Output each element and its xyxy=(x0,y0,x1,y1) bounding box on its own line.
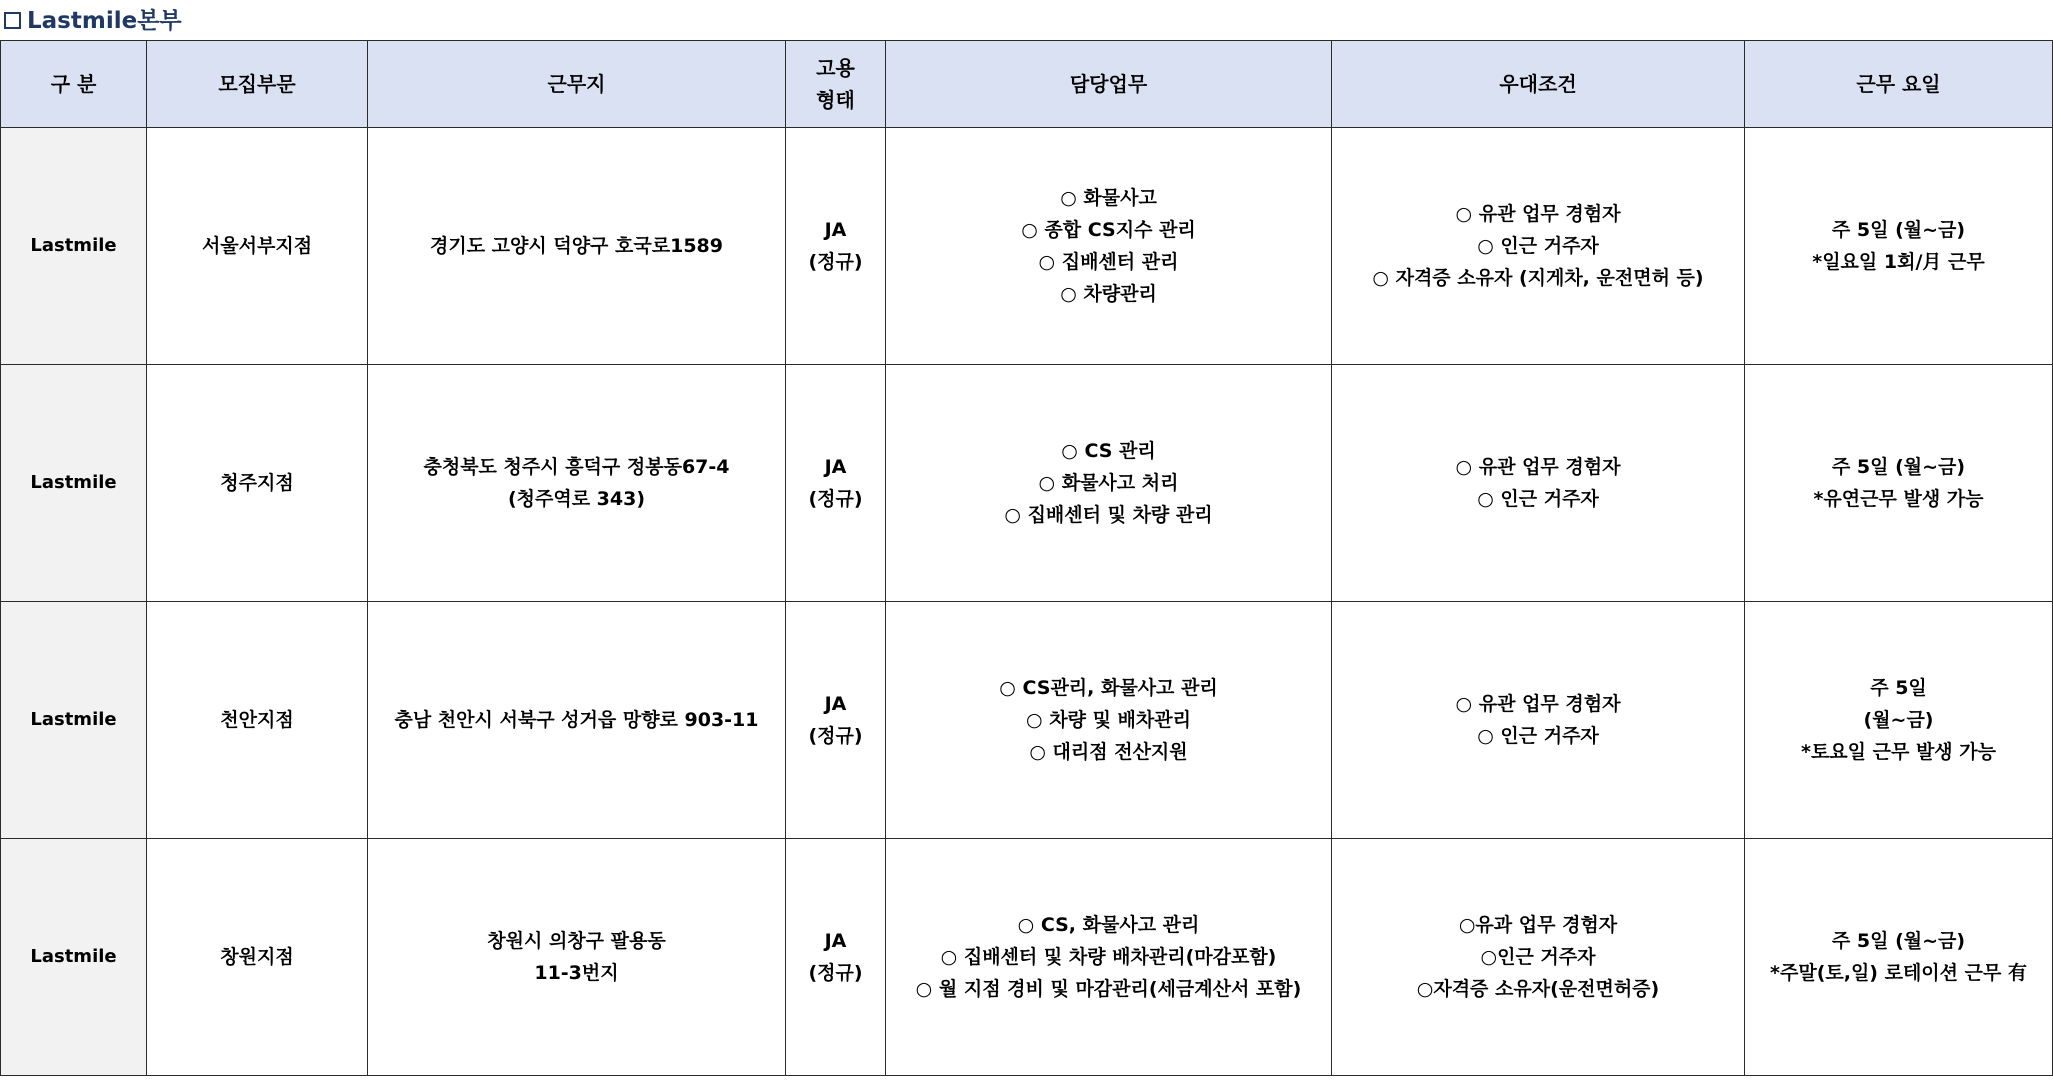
preferred-item: ○ 유관 업무 경험자 xyxy=(1455,456,1621,478)
work-days-line: 주 5일 (월~금) xyxy=(1831,930,1966,952)
duty-item: ○ CS관리, 화물사고 관리 xyxy=(999,677,1218,699)
cell-duties xyxy=(886,365,1332,602)
employment-type-code: JA xyxy=(824,456,847,478)
cell-department: 창원지점 xyxy=(147,839,368,1076)
work-days-line: 주 5일 (월~금) xyxy=(1831,456,1966,478)
cell-preferred xyxy=(1332,839,1745,1076)
cell-location xyxy=(368,365,786,602)
duty-item: ○ 차량관리 xyxy=(1060,283,1157,305)
table-header-row xyxy=(1,41,2053,128)
work-days-note: *토요일 근무 발생 가능 xyxy=(1801,741,1996,763)
cell-duties xyxy=(886,602,1332,839)
duty-item: ○ CS 관리 xyxy=(1061,440,1156,462)
cell-department: 청주지점 xyxy=(147,365,368,602)
cell-work-days xyxy=(1745,365,2053,602)
header-employment-type-line2: 형태 xyxy=(816,88,855,112)
duty-item: ○ 화물사고 처리 xyxy=(1038,472,1179,494)
work-days-note: *유연근무 발생 가능 xyxy=(1813,488,1984,510)
duty-item: ○ 집배센터 및 차량 배차관리(마감포함) xyxy=(940,946,1277,968)
work-days-line: (월~금) xyxy=(1863,709,1934,731)
duty-item: ○ 집배센터 관리 xyxy=(1038,251,1179,273)
cell-work-days xyxy=(1745,602,2053,839)
header-duties: 담당업무 xyxy=(886,41,1332,128)
duty-item: ○ 차량 및 배차관리 xyxy=(1026,709,1191,731)
duty-item: ○ 화물사고 xyxy=(1060,187,1157,209)
work-days-line: 주 5일 xyxy=(1870,677,1927,699)
employment-type-label: (정규) xyxy=(808,488,863,510)
cell-preferred xyxy=(1332,365,1745,602)
employment-type-label: (정규) xyxy=(808,962,863,984)
duty-item: ○ 대리점 전산지원 xyxy=(1029,741,1188,763)
header-employment-type xyxy=(786,41,886,128)
cell-department: 서울서부지점 xyxy=(147,128,368,365)
preferred-item: ○ 유관 업무 경험자 xyxy=(1455,203,1621,225)
cell-department: 천안지점 xyxy=(147,602,368,839)
work-days-note: *주말(토,일) 로테이션 근무 有 xyxy=(1770,962,2027,984)
cell-duties xyxy=(886,839,1332,1076)
duty-item: ○ 집배센터 및 차량 관리 xyxy=(1004,504,1213,526)
table-row xyxy=(1,839,2053,1076)
preferred-item: ○ 인근 거주자 xyxy=(1477,235,1599,257)
header-work-days: 근무 요일 xyxy=(1745,41,2053,128)
preferred-item: ○자격증 소유자(운전면허증) xyxy=(1416,978,1660,1000)
cell-category: Lastmile xyxy=(1,365,147,602)
cell-category: Lastmile xyxy=(1,839,147,1076)
cell-duties xyxy=(886,128,1332,365)
cell-preferred xyxy=(1332,128,1745,365)
cell-location xyxy=(368,839,786,1076)
cell-work-days xyxy=(1745,128,2053,365)
cell-employment-type xyxy=(786,602,886,839)
checkbox-square-icon xyxy=(4,12,21,29)
employment-type-code: JA xyxy=(824,693,847,715)
location-line: 창원시 의창구 팔용동 xyxy=(487,930,666,952)
header-location: 근무지 xyxy=(368,41,786,128)
header-employment-type-line1: 고용 xyxy=(816,56,855,80)
location-line: 충남 천안시 서북구 성거읍 망향로 903-11 xyxy=(394,709,759,731)
preferred-item: ○ 자격증 소유자 (지게차, 운전면허 등) xyxy=(1372,267,1704,289)
cell-category: Lastmile xyxy=(1,128,147,365)
header-preferred: 우대조건 xyxy=(1332,41,1745,128)
cell-preferred xyxy=(1332,602,1745,839)
preferred-item: ○ 유관 업무 경험자 xyxy=(1455,693,1621,715)
recruitment-table xyxy=(0,40,2053,1076)
employment-type-label: (정규) xyxy=(808,251,863,273)
cell-employment-type xyxy=(786,128,886,365)
header-department: 모집부문 xyxy=(147,41,368,128)
duty-item: ○ CS, 화물사고 관리 xyxy=(1017,914,1200,936)
employment-type-label: (정규) xyxy=(808,725,863,747)
cell-location xyxy=(368,602,786,839)
cell-location xyxy=(368,128,786,365)
location-line: 11-3번지 xyxy=(534,962,619,984)
employment-type-code: JA xyxy=(824,219,847,241)
employment-type-code: JA xyxy=(824,930,847,952)
cell-category: Lastmile xyxy=(1,602,147,839)
section-title xyxy=(4,4,182,38)
location-line: 충청북도 청주시 흥덕구 정봉동67-4 xyxy=(423,456,730,478)
location-line: 경기도 고양시 덕양구 호국로1589 xyxy=(430,235,723,257)
preferred-item: ○인근 거주자 xyxy=(1480,946,1596,968)
table-row xyxy=(1,365,2053,602)
work-days-note: *일요일 1회/月 근무 xyxy=(1812,251,1985,273)
preferred-item: ○유과 업무 경험자 xyxy=(1458,914,1618,936)
duty-item: ○ 종합 CS지수 관리 xyxy=(1021,219,1196,241)
table-row xyxy=(1,602,2053,839)
duty-item: ○ 월 지점 경비 및 마감관리(세금계산서 포함) xyxy=(915,978,1302,1000)
cell-employment-type xyxy=(786,839,886,1076)
work-days-line: 주 5일 (월~금) xyxy=(1831,219,1966,241)
preferred-item: ○ 인근 거주자 xyxy=(1477,725,1599,747)
cell-employment-type xyxy=(786,365,886,602)
cell-work-days xyxy=(1745,839,2053,1076)
section-title-text: Lastmile본부 xyxy=(27,8,182,34)
location-line: (청주역로 343) xyxy=(507,488,646,510)
header-category: 구 분 xyxy=(1,41,147,128)
table-row xyxy=(1,128,2053,365)
preferred-item: ○ 인근 거주자 xyxy=(1477,488,1599,510)
